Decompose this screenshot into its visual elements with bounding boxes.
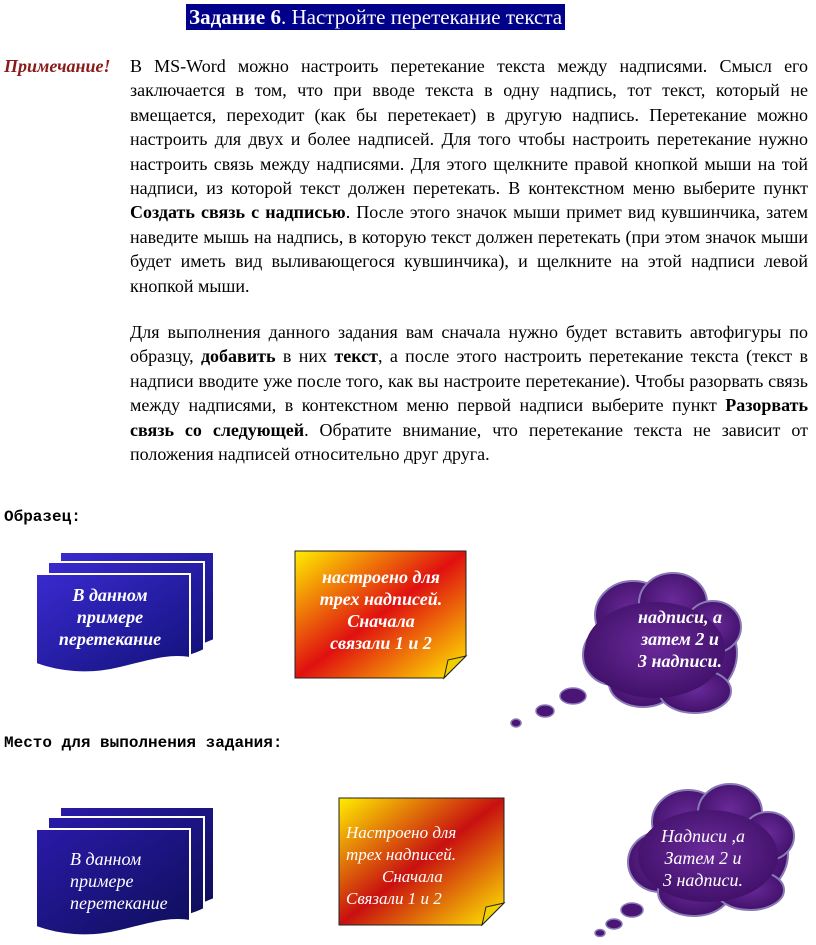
text-line: В данном [70, 849, 142, 869]
sample-doc-text [40, 584, 180, 650]
text-line: 3 надписи. [638, 651, 722, 671]
text-line: перетекание [58, 629, 162, 649]
text-line: связали 1 и 2 [330, 633, 432, 653]
task-number: Задание 6 [189, 5, 281, 29]
text-line: затем 2 и [641, 629, 719, 649]
text-run: , а после этого настроить перетекание текста (текст в надписи вводите уже после того, как вы настроите перетекание). Чтобы разорвать связь между надписями, в контекстном меню первой надписи выберите пункт [130, 346, 808, 416]
text-line: трех надписей. [346, 845, 457, 864]
work-doc-text [70, 848, 190, 914]
text-line: Связали 1 и 2 [346, 889, 442, 908]
work-note-text [346, 822, 496, 910]
text-line: Надписи ,а [660, 826, 746, 846]
note-paragraph-2 [130, 320, 808, 466]
sample-label: Образец: [4, 508, 81, 526]
text-line: Затем 2 и [664, 848, 742, 868]
text-line: трех надписей. [319, 589, 443, 609]
menu-item-break-link: Разорвать связь со следующей [130, 395, 808, 440]
text-line: Настроено для [346, 823, 457, 842]
text-line: перетекание [70, 893, 168, 913]
note-label: Примечание! [4, 56, 111, 76]
text-line: надписи, а [638, 607, 722, 627]
text-run: В MS-Word можно настроить перетекание текста между надписями. Смысл его заключается в том, что при вводе текста в одну надпись, тот текст, который не вмещается, переходит (как бы перетекает) в другую надпись. Перетекание можно настроить для двух и более надписей. Для того чтобы настроить перетекание нужно настроить связь между надписями. Для этого щелкните правой кнопкой мыши на той надписи, из которой текст должен перетекать. В контекстном меню выберите пункт [130, 56, 808, 199]
page-title [186, 4, 565, 30]
text-line: примере [76, 607, 144, 627]
text-line: Сначала [382, 867, 443, 886]
sample-note-text [296, 566, 466, 654]
text-run: Для выполнения данного задания вам сначала нужно будет вставить автофигуры по образцу, [130, 322, 808, 367]
workspace-label: Место для выполнения задания: [4, 734, 283, 752]
bold-word-add: добавить [200, 346, 276, 367]
text-line: В данном [72, 585, 148, 605]
text-run: в них [275, 346, 335, 367]
work-cloud-text [638, 825, 768, 891]
text-line: примере [70, 871, 134, 891]
bold-word-text: текст [334, 346, 378, 367]
menu-item-create-link: Создать связь с надписью [130, 202, 346, 223]
task-title: . Настройте перетекание текста [280, 5, 563, 29]
text-run: . После этого значок мыши примет вид кувшинчика, затем наведите мышь на надпись, в которую текст должен перетекать (при этом значок мыши будет иметь вид выливающегося кувшинчика), и щелкните на этой надписи левой кнопкой мыши. [130, 202, 809, 296]
text-line: 3 надписи. [662, 870, 744, 890]
note-paragraph-1 [130, 54, 808, 298]
text-line: Сначала [347, 611, 415, 631]
text-line: настроено для [322, 567, 440, 587]
sample-cloud-text [610, 606, 750, 672]
text-run: . Обратите внимание, что перетекание текста не зависит от положения надписей относительно друг друга. [130, 419, 808, 465]
